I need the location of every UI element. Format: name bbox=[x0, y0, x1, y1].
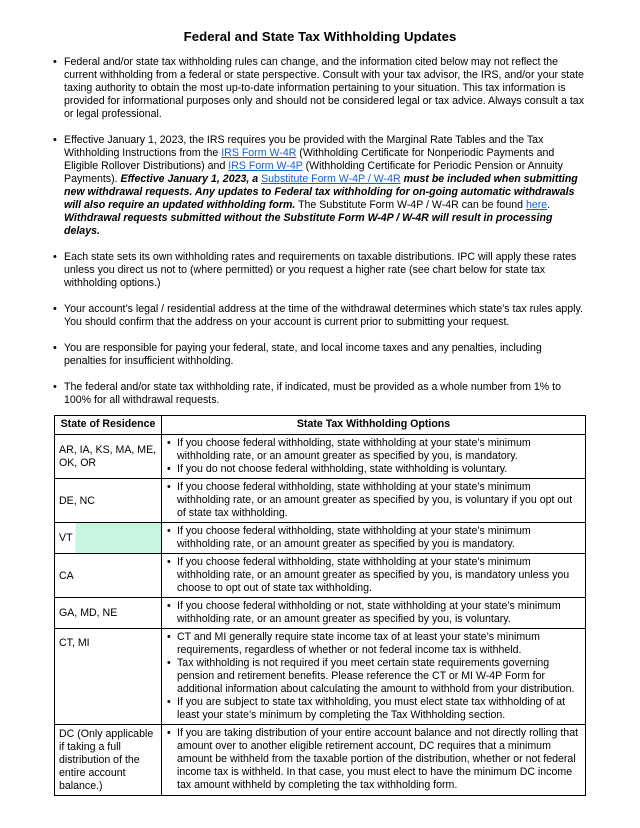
option-item: • If you are taking distribution of your entire account balance and not directly rolling that amount over to another eligible retirement account, DC requires that a minimum amount be withheld from the taxable portion of the distribution, whether or not federal income tax is withheld. In that case, you must elect to have the minimum DC income tax amount withheld by completing the tax withholding form. bbox=[166, 727, 581, 792]
table-row bbox=[55, 598, 586, 629]
table-row bbox=[55, 479, 586, 523]
bullet-disclaimer: • Federal and/or state tax withholding rules can change, and the information cited below may not reflect the current withholding from a federal or state perspective. Consult with your tax advisor, the IRS, and/or your state taxing authority to obtain the most up-to-date information pertaining to your situation. This tax information is provided for informational purposes only and should not be considered legal or tax advice. Always consult a tax or legal professional. bbox=[54, 56, 586, 121]
option-item: • If you choose federal withholding, state withholding at your state’s minimum withholding rate, or an amount greater as specified by you is mandatory. bbox=[166, 525, 581, 551]
options-column-header: State Tax Withholding Options bbox=[162, 416, 586, 435]
state-cell: DC (Only applicable if taking a full distribution of the entire account balance.) bbox=[55, 725, 162, 796]
text: (Withholding Certificate for Periodic Pension or Annuity Payments). bbox=[64, 160, 563, 185]
emphasis-text: must be included when submitting new withdrawal requests. Any updates to Federal tax withholding for on-going automatic withdrawals will also require an updated withholding form. bbox=[64, 173, 578, 211]
info-bullet-list bbox=[54, 56, 586, 407]
text: . bbox=[547, 199, 551, 211]
option-item: • If you choose federal withholding or not, state withholding at your state’s minimum withholding rate, or an amount greater as specified by you, is voluntary. bbox=[166, 600, 581, 626]
table-header-row bbox=[55, 416, 586, 435]
option-item: • Tax withholding is not required if you meet certain state requirements governing pension and retirement benefits. Please reference the CT or MI W-4P Form for additional information about calculating the amount to withhold from your distribution. bbox=[166, 657, 581, 696]
state-cell: CT, MI bbox=[55, 629, 162, 725]
options-cell bbox=[162, 435, 586, 479]
substitute-form-link[interactable]: Substitute Form W-4P / W-4R bbox=[261, 173, 401, 185]
options-cell bbox=[162, 725, 586, 796]
bullet-state-rates: • Each state sets its own withholding rates and requirements on taxable distributions. IPC will apply these rates unless you direct us not to (where permitted) or you request a higher rate (see chart below for state tax withholding options.) bbox=[54, 251, 586, 290]
state-cell: DE, NC bbox=[55, 479, 162, 523]
table-row bbox=[55, 435, 586, 479]
text: (Withholding Certificate for Nonperiodic Payments and Eligible Rollover Distributions) and bbox=[64, 147, 555, 172]
bullet-irs-requirements bbox=[54, 134, 586, 238]
text: Effective January 1, 2023, the IRS requires you be provided with the Marginal Rate Tables and the Tax Withholding Instructions from the bbox=[64, 134, 544, 159]
option-item: • If you choose federal withholding, state withholding at your state’s minimum withholding rate, or an amount greater as specified by you, is voluntary if you opt out of state tax withholding. bbox=[166, 481, 581, 520]
bullet-responsibility: • You are responsible for paying your federal, state, and local income taxes and any penalties, including penalties for insufficient withholding. bbox=[54, 342, 586, 368]
table-row bbox=[55, 554, 586, 598]
options-cell bbox=[162, 554, 586, 598]
text: The Substitute Form W-4P / W-4R can be found bbox=[295, 199, 526, 211]
irs-form-w4p-link[interactable]: IRS Form W-4P bbox=[228, 160, 303, 172]
irs-form-w4r-link[interactable]: IRS Form W-4R bbox=[221, 147, 297, 159]
emphasis-text: Withdrawal requests submitted without the Substitute Form W-4P / W-4R will result in processing delays. bbox=[64, 212, 553, 237]
table-row bbox=[55, 629, 586, 725]
option-item: • If you choose federal withholding, state withholding at your state’s minimum withholding rate, or an amount greater as specified by you, is mandatory. bbox=[166, 437, 581, 463]
state-withholding-table bbox=[54, 415, 586, 796]
options-cell bbox=[162, 523, 586, 554]
options-cell bbox=[162, 598, 586, 629]
table-row bbox=[55, 523, 586, 554]
state-column-header: State of Residence bbox=[55, 416, 162, 435]
bullet-address: • Your account’s legal / residential address at the time of the withdrawal determines which state’s tax rules apply. You should confirm that the address on your account is current prior to submitting your request. bbox=[54, 303, 586, 329]
emphasis-text: Effective January 1, 2023, a bbox=[120, 173, 262, 185]
option-item: • If you are subject to state tax withholding, you must elect state tax withholding of at least your state’s minimum by completing the Tax Withholding section. bbox=[166, 696, 581, 722]
state-cell: GA, MD, NE bbox=[55, 598, 162, 629]
here-link[interactable]: here bbox=[525, 199, 548, 211]
state-cell: VT bbox=[55, 523, 162, 554]
bullet-rate-format: • The federal and/or state tax withholding rate, if indicated, must be provided as a whole number from 1% to 100% for all withdrawal requests. bbox=[54, 381, 586, 407]
state-cell: AR, IA, KS, MA, ME, OK, OR bbox=[55, 435, 162, 479]
option-item: • If you choose federal withholding, state withholding at your state’s minimum withholding rate, or an amount greater as specified by you, is mandatory unless you choose to opt out of state tax withholding. bbox=[166, 556, 581, 595]
table-row bbox=[55, 725, 586, 796]
document-page bbox=[0, 30, 640, 828]
option-item: • If you do not choose federal withholding, state withholding is voluntary. bbox=[166, 463, 581, 476]
options-cell bbox=[162, 479, 586, 523]
options-cell bbox=[162, 629, 586, 725]
option-item: • CT and MI generally require state income tax of at least your state’s minimum requirements, regardless of whether or not federal income tax is withheld. bbox=[166, 631, 581, 657]
page-title: Federal and State Tax Withholding Updates bbox=[183, 29, 457, 44]
state-cell: CA bbox=[55, 554, 162, 598]
